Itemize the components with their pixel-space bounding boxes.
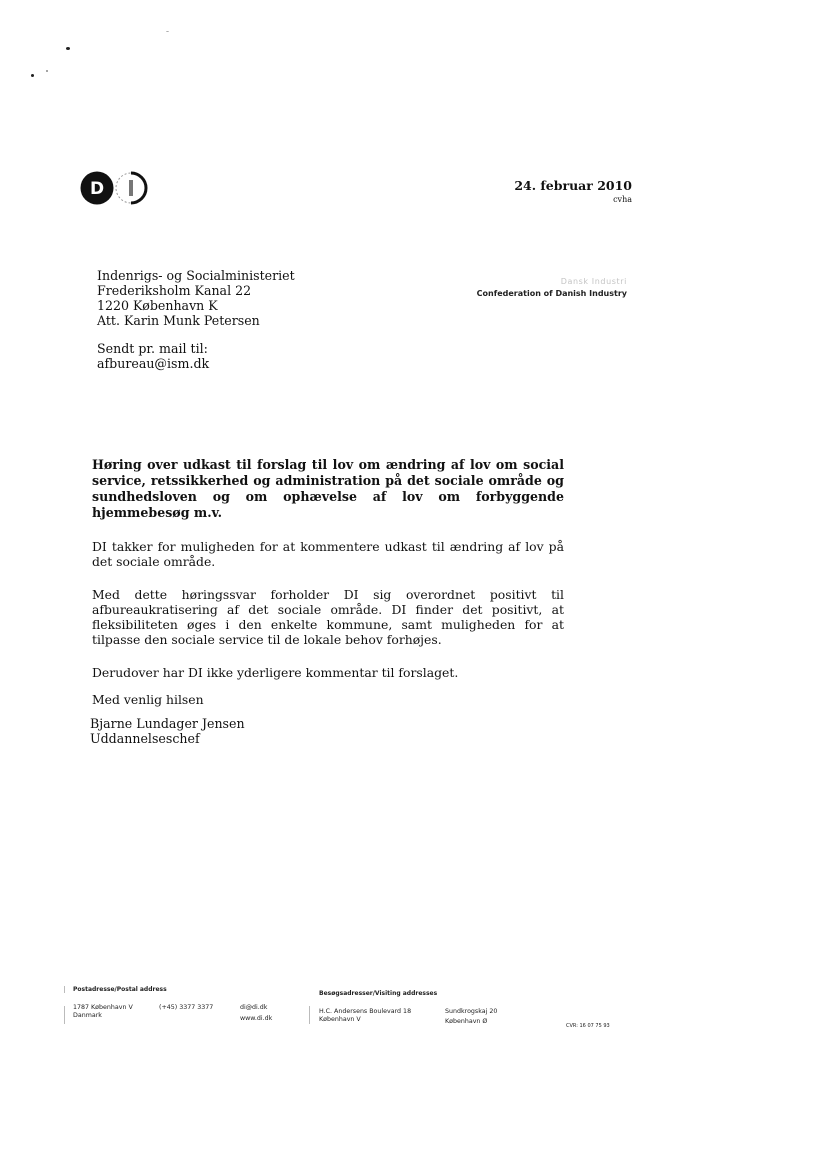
organization-block bbox=[477, 276, 627, 300]
footer-phone: (+45) 3377 3377 bbox=[159, 1004, 214, 1011]
visit1-line-2: København V bbox=[319, 1016, 361, 1023]
postal-line-1: 1787 København V bbox=[73, 1004, 133, 1011]
letter-subject: Høring over udkast til forslag til lov om ændring af lov om social service, retssikkerhed og administration på det sociale område og sundhedsloven og om ophævelse af lov om forbyggende hjemmebesøg m.v. bbox=[92, 457, 564, 520]
recipient-line: Frederiksholm Kanal 22 bbox=[97, 283, 252, 298]
footer-cvr: CVR: 16 07 75 93 bbox=[566, 1023, 610, 1029]
postal-line-2: Danmark bbox=[73, 1012, 102, 1019]
date-block bbox=[514, 178, 632, 206]
recipient-address bbox=[97, 268, 295, 328]
signature-block bbox=[90, 716, 245, 746]
recipient-email: afbureau@ism.dk bbox=[97, 356, 210, 371]
postal-address-header: Postadresse/Postal address bbox=[73, 986, 167, 993]
visiting-address-header: Besøgsadresser/Visiting addresses bbox=[319, 990, 438, 997]
recipient-line: 1220 København K bbox=[97, 298, 218, 313]
letter-date: 24. februar 2010 bbox=[514, 178, 632, 193]
letter-paragraph: DI takker for muligheden for at kommentere udkast til ændring af lov på det sociale område. bbox=[92, 539, 564, 569]
closing: Med venlig hilsen bbox=[92, 692, 204, 707]
footer-email: di@di.dk bbox=[240, 1004, 268, 1011]
visit2-line-2: København Ø bbox=[445, 1018, 488, 1025]
letter-paragraph: Med dette høringssvar forholder DI sig overordnet positivt til afbureaukratisering af det sociale område. DI finder det positivt, at fleksibiliteten øges i den enkelte kommune, samt muligheden for at tilpasse den sociale service til de lokale behov forhøjes. bbox=[92, 587, 564, 647]
svg-text:D: D bbox=[89, 179, 105, 199]
footer-divider bbox=[64, 986, 65, 993]
footer-web: www.di.dk bbox=[240, 1015, 273, 1022]
signer-title: Uddannelseschef bbox=[90, 731, 200, 746]
footer-divider bbox=[309, 1006, 310, 1024]
visit1-line-1: H.C. Andersens Boulevard 18 bbox=[319, 1008, 412, 1015]
footer-divider bbox=[64, 1006, 65, 1024]
sent-label: Sendt pr. mail til: bbox=[97, 341, 208, 356]
sent-by-mail bbox=[97, 341, 209, 371]
scan-speck bbox=[166, 31, 169, 32]
organization-name: Confederation of Danish Industry bbox=[476, 289, 627, 298]
letter-paragraph: Derudover har DI ikke yderligere kommentar til forslaget. bbox=[92, 665, 459, 680]
scan-speck bbox=[66, 47, 70, 50]
sender-initials: cvha bbox=[613, 195, 632, 204]
scan-speck bbox=[31, 74, 34, 77]
organization-name-faded: Dansk Industri bbox=[560, 277, 627, 286]
di-logo bbox=[79, 170, 149, 206]
scan-speck bbox=[46, 70, 48, 72]
recipient-line: Indenrigs- og Socialministeriet bbox=[97, 268, 295, 283]
recipient-line: Att. Karin Munk Petersen bbox=[97, 313, 260, 328]
letter-body bbox=[92, 457, 564, 725]
signer-name: Bjarne Lundager Jensen bbox=[90, 716, 245, 731]
visit2-line-1: Sundkrogskaj 20 bbox=[445, 1008, 498, 1015]
